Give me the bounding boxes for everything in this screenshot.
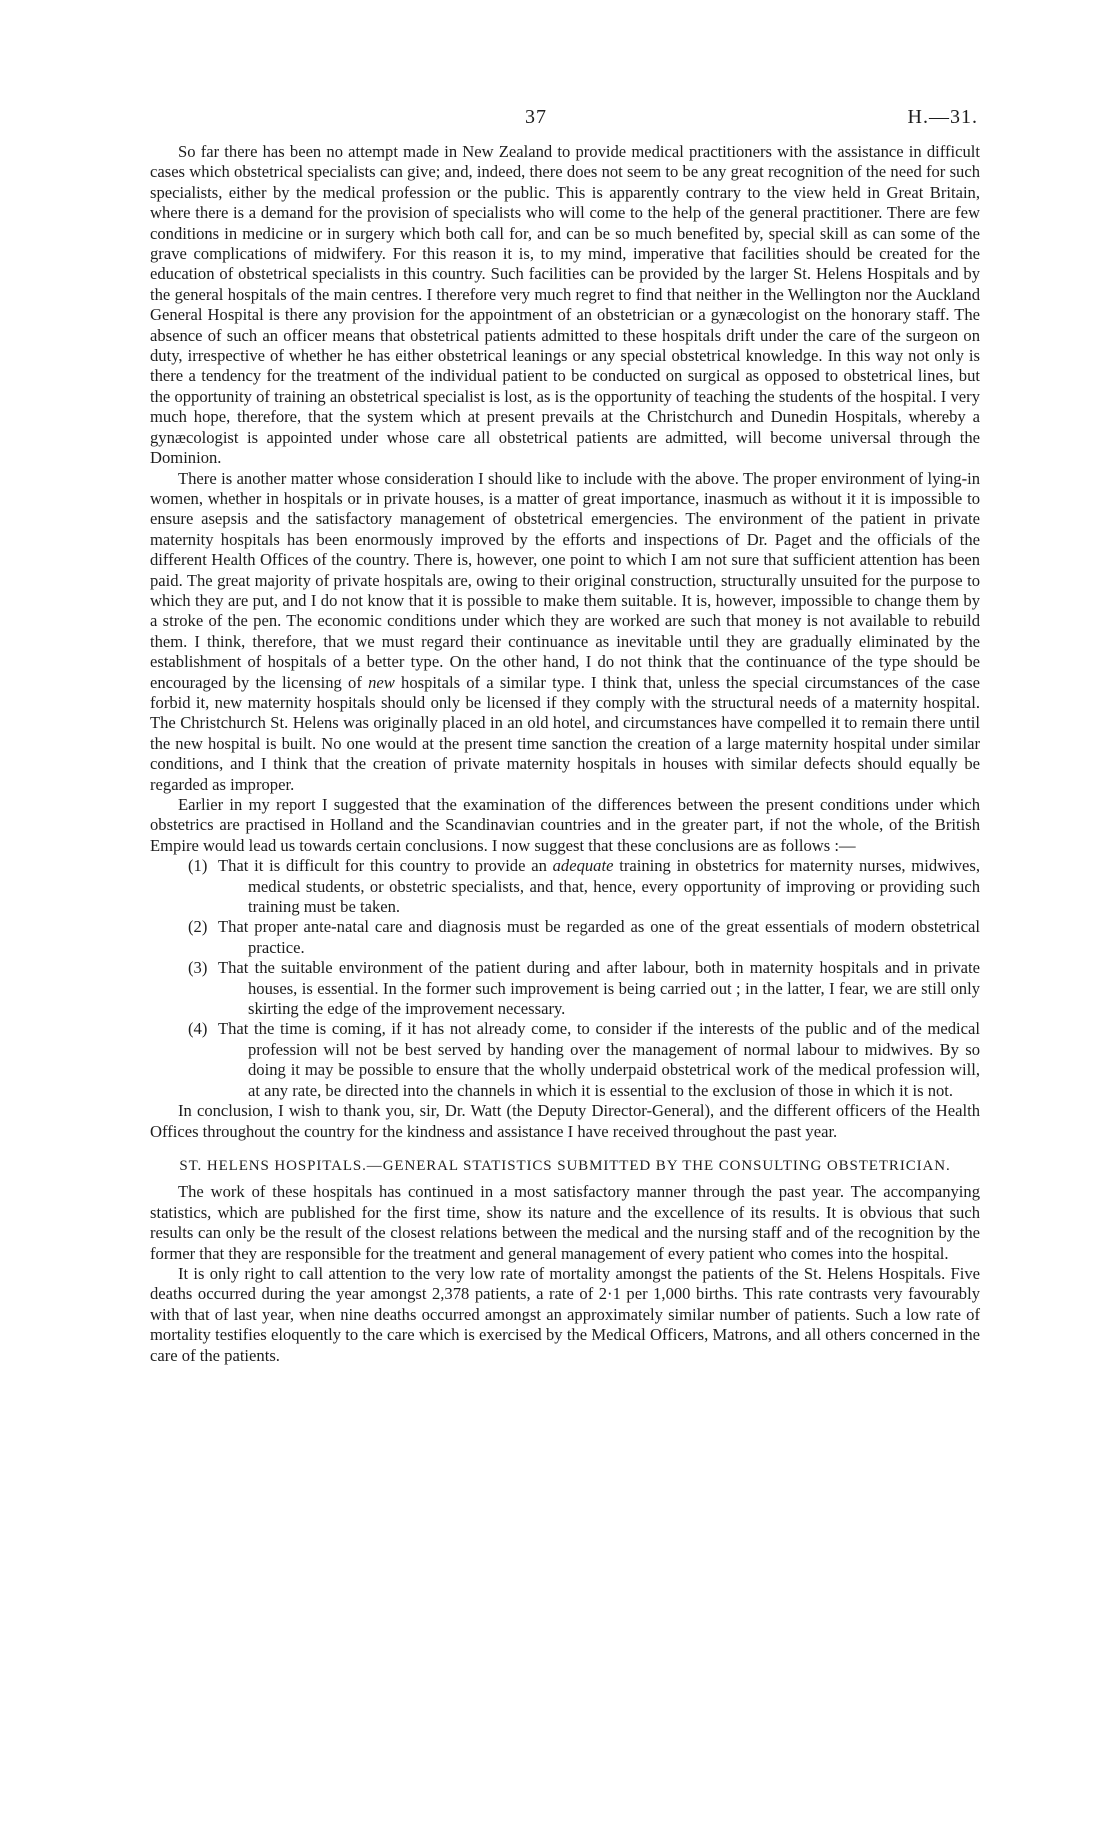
section-heading: ST. HELENS HOSPITALS.—GENERAL STATISTICS SUBMITTED BY THE CONSULTING OBSTETRICIAN. xyxy=(179,1157,951,1174)
paragraph-conclusion-thanks: In conclusion, I wish to thank you, sir, Dr. Watt (the Deputy Director-General), and the different officers of the Health Offices throughout the country for the kindness and assistance I have received throughout the past year. xyxy=(150,1101,980,1141)
conclusions-list xyxy=(150,856,980,1101)
emphasis-new: new xyxy=(368,672,395,692)
paragraph-text: There is another matter whose consideration I should like to include with the above. The proper environment of lying-in women, whether in hospitals or in private houses, is a matter of great importance, inasmuch as without it it is impossible to ensure asepsis and the satisfactory management of obstetrical emergencies. The environment of the patient in private maternity hospitals has been enormously improved by the efforts and inspections of Dr. Paget and the officials of the different Health Offices of the country. There is, however, one point to which I am not sure that sufficient attention has been paid. The great majority of private hospitals are, owing to their original construction, structurally unsuited for the purpose to which they are put, and I do not know that it is possible to make them suitable. It is, however, impossible to change them by a stroke of the pen. The economic conditions under which they are worked are such that money is not available to rebuild them. I think, therefore, that we must regard their continuance as inevitable until they are gradually eliminated by the establishment of hospitals of a better type. On the other hand, I do not think that the continuance of the type should be encouraged by the licensing of xyxy=(150,468,980,692)
list-number: (2) xyxy=(188,917,208,937)
paragraph-mortality: It is only right to call attention to the very low rate of mortality amongst the patients of the St. Helens Hospitals. Five deaths occurred during the year amongst 2,378 patients, a rate of 2·1 per 1,000 births. This rate contrasts very favourably with that of last year, when nine deaths occurred amongst an approximately similar number of patients. Such a low rate of mortality testifies eloquently to the care which is exercised by the Medical Officers, Matrons, and all others concerned in the care of the patients. xyxy=(150,1263,980,1365)
list-item xyxy=(188,856,980,917)
report-body xyxy=(150,142,980,1366)
page-header xyxy=(150,100,980,140)
list-number: (3) xyxy=(188,958,208,978)
paragraph-hospital-work: The work of these hospitals has continued in a most satisfactory manner through the past year. The accompanying statistics, which are published for the first time, show its nature and the excellence of its results. It is obvious that such results can only be the result of the closest relations between the medical and the nursing staff and of the recognition by the former that they are responsible for the treatment and general management of every patient who comes into the hospital. xyxy=(150,1182,980,1263)
list-item-text xyxy=(218,856,980,917)
list-item xyxy=(188,917,980,958)
paragraph-specialists: So far there has been no attempt made in New Zealand to provide medical practitioners with the assistance in difficult cases which obstetrical specialists can give; and, indeed, there does not seem to be any great recognition of the need for such specialists, either by the medical profession or the public. This is apparently contrary to the view held in Great Britain, where there is a demand for the provision of specialists who will come to the help of the general practitioner. There are few conditions in medicine or in surgery which both call for, and can be so much benefited by, special skill as can some of the grave complications of midwifery. For this reason it is, to my mind, imperative that facilities should be created for the education of obstetrical specialists in this country. Such facilities can be provided by the larger St. Helens Hospitals and by the general hospitals of the main centres. I therefore very much regret to find that neither in the Wellington nor the Auckland General Hospital is there any provision for the appointment of an obstetrician or a gynæcologist on the honorary staff. The absence of such an officer means that obstetrical patients admitted to these hospitals drift under the care of the surgeon on duty, irrespective of whether he has either obstetrical leanings or any special obstetrical knowledge. In this way not only is there a tendency for the treatment of the individual patient to be conducted on surgical as opposed to obstetrical lines, but the opportunity of training an obstetrical specialist is lost, as is the opportunity of teaching the students of the hospital. I very much hope, therefore, that the system which at present prevails at the Christchurch and Dunedin Hospitals, whereby a gynæcologist is appointed under whose care all obstetrical patients are admitted, will become universal through the Dominion. xyxy=(150,142,980,468)
list-item-text: That proper ante-natal care and diagnosis must be regarded as one of the great essentials of modern obstetrical practice. xyxy=(218,917,980,957)
paragraph-text: hospitals of a similar type. I think that, unless the special circumstances of the case forbid it, new maternity hospitals should only be licensed if they comply with the structural needs of a maternity hospital. The Christchurch St. Helens was originally placed in an old hotel, and circumstances have compelled it to remain there until the new hospital is built. No one would at the present time sanction the creation of a large maternity hospital under similar conditions, and I think that the creation of private maternity hospitals in houses with similar defects should equally be regarded as improper. xyxy=(150,672,980,794)
list-text: training in obstetrics for maternity nurses, midwives, medical students, or obstetric specialists, and that, hence, every opportunity of improving or providing such training must be taken. xyxy=(248,856,980,917)
list-number: (4) xyxy=(188,1019,208,1039)
report-reference: H.—31. xyxy=(907,106,978,128)
list-item xyxy=(188,1019,980,1101)
list-item xyxy=(188,958,980,1019)
paragraph-environment xyxy=(150,469,980,796)
list-number: (1) xyxy=(188,856,208,876)
list-item-text: That the time is coming, if it has not already come, to consider if the interests of the public and of the medical profession will not be best served by handing over the management of normal labour to midwives. By so doing it may be possible to ensure that the wholly underpaid obstetrical work of the medical profession will, at any rate, be directed into the channels in which it is essential to the exclusion of those in which it is not. xyxy=(218,1019,980,1100)
list-text: That it is difficult for this country to provide an xyxy=(218,856,553,876)
paragraph-conclusions-intro: Earlier in my report I suggested that the examination of the differences between the present conditions under which obstetrics are practised in Holland and the Scandinavian countries and in the greater part, if not the whole, of the British Empire would lead us towards certain conclusions. I now suggest that these conclusions are as follows :— xyxy=(150,795,980,855)
document-page xyxy=(150,100,980,1366)
emphasis-adequate: adequate xyxy=(552,856,614,876)
list-item-text: That the suitable environment of the patient during and after labour, both in maternity hospitals and in private houses, is essential. In the former such improvement is being carried out ; in the latter, I fear, we are still only skirting the edge of the improvement necessary. xyxy=(218,958,980,1019)
page-number: 37 xyxy=(525,106,547,128)
